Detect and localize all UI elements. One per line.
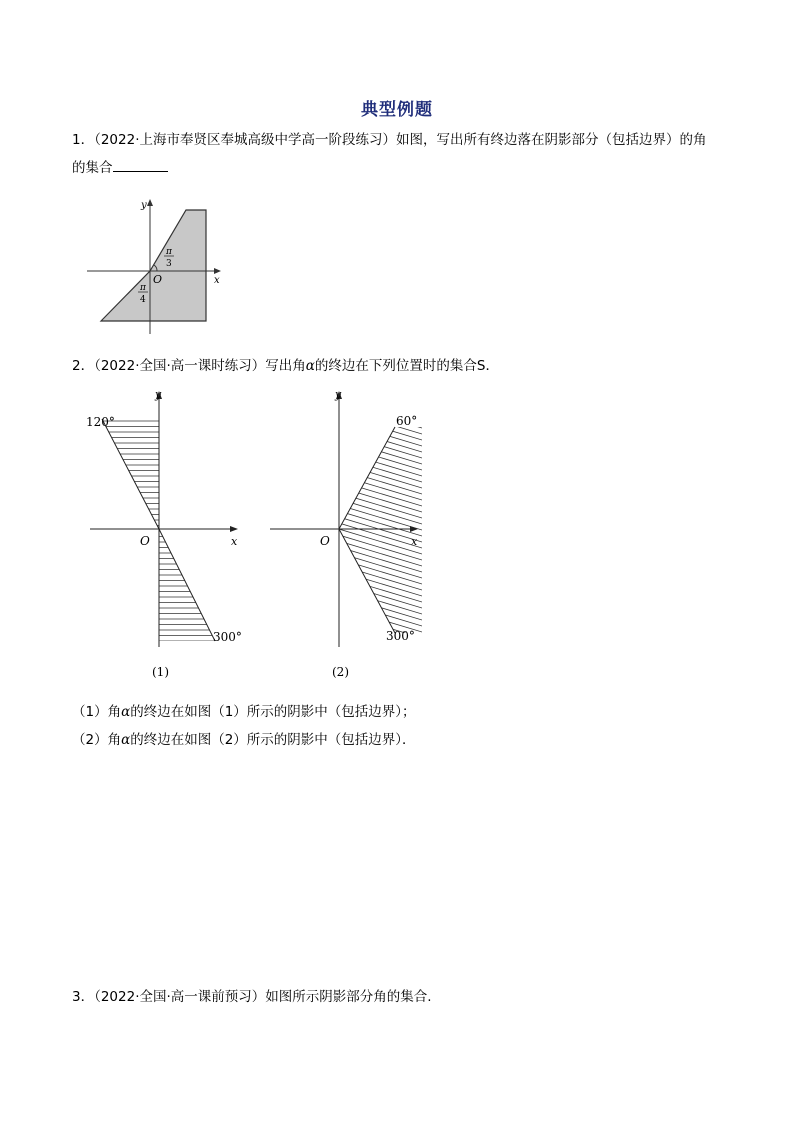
hatch-line — [332, 635, 432, 665]
part-2-prefix: （2）角 — [72, 732, 122, 748]
part-1-text: 的终边在如图（1）所示的阴影中（包括边界）； — [130, 704, 416, 720]
question-1-line-2-text: 的集合 — [72, 160, 113, 176]
figure-q2-2 — [262, 385, 432, 685]
y-axis-label: y — [155, 388, 162, 401]
y-axis-label: y — [141, 200, 147, 211]
hatch-line — [332, 461, 432, 491]
x-axis-arrow — [214, 268, 221, 274]
hatch-line — [332, 587, 432, 617]
hatch-line — [332, 599, 432, 629]
hatch-line — [332, 563, 432, 593]
hatch-line — [332, 575, 432, 605]
question-2-suffix: ． — [485, 358, 499, 374]
hatch-line — [332, 545, 432, 575]
hatch-line — [332, 569, 432, 599]
hatch-line — [332, 437, 432, 467]
x-axis-label: x — [231, 535, 238, 548]
figure-caption-2: (2) — [332, 665, 349, 679]
y-axis-label: y — [335, 388, 342, 401]
hatch-region — [332, 395, 432, 665]
hatch-line — [332, 497, 432, 527]
hatch-line — [332, 485, 432, 515]
page-title: 典型例题 — [361, 100, 433, 120]
x-axis-arrow — [230, 526, 238, 532]
hatch-line — [332, 581, 432, 611]
hatch-line — [332, 629, 432, 659]
alpha-symbol: α — [121, 704, 131, 720]
fraction-lower-denominator: 4 — [140, 295, 146, 305]
shaded-region — [101, 210, 206, 321]
hatch-line — [332, 431, 432, 461]
hatch-line — [332, 467, 432, 497]
answer-blank — [113, 157, 168, 172]
hatch-line — [332, 449, 432, 479]
hatch-line — [332, 473, 432, 503]
angle-label-120: 120° — [86, 415, 115, 429]
angle-label-300: 300° — [213, 630, 242, 644]
angle-label-60: 60° — [396, 414, 418, 428]
figure-q1 — [84, 195, 229, 340]
question-1-line-1: 1．（2022·上海市奉贤区奉城高级中学高一阶段练习）如图，写出所有终边落在阴影部分（包括边界）的角 — [72, 132, 707, 148]
hatch-lower — [152, 531, 232, 641]
figure-caption-1: (1) — [152, 665, 169, 679]
set-name: S — [476, 358, 486, 374]
x-axis-arrow — [410, 526, 418, 532]
x-axis-label: x — [214, 275, 220, 286]
fraction-lower-numerator: π — [140, 283, 146, 293]
question-1-line-2 — [72, 157, 168, 179]
fraction-upper-denominator: 3 — [166, 259, 172, 269]
part-1-prefix: （1）角 — [72, 704, 122, 720]
question-2-prefix: 2．（2022·全国·高一课时练习）写出角 — [72, 358, 306, 374]
hatch-line — [332, 443, 432, 473]
boundary-120-ray — [102, 419, 159, 529]
hatch-line — [332, 551, 432, 581]
hatch-line — [332, 617, 432, 647]
origin-label: O — [153, 273, 163, 286]
hatch-line — [332, 557, 432, 587]
boundary-300-ray — [339, 529, 395, 633]
question-3-line: 3．（2022·全国·高一课前预习）如图所示阴影部分角的集合. — [72, 989, 432, 1005]
question-2-part-2 — [72, 729, 416, 751]
hatch-line — [332, 623, 432, 653]
question-2-middle: 的终边在下列位置时的集合 — [314, 358, 477, 374]
x-axis-label: x — [411, 535, 418, 548]
alpha-symbol: α — [305, 358, 315, 374]
hatch-line — [332, 455, 432, 485]
hatch-line — [332, 479, 432, 509]
question-2-part-1 — [72, 701, 416, 723]
angle-label-300: 300° — [386, 629, 415, 643]
alpha-symbol: α — [121, 732, 131, 748]
figure-q2-1 — [82, 385, 252, 685]
part-2-text: 的终边在如图（2）所示的阴影中（包括边界）． — [130, 732, 416, 748]
fraction-upper-numerator: π — [166, 247, 172, 257]
origin-label: O — [320, 534, 330, 548]
question-2-line — [72, 355, 499, 377]
origin-label: O — [140, 534, 150, 548]
y-axis-arrow — [147, 199, 153, 206]
hatch-line — [332, 611, 432, 641]
hatch-line — [332, 491, 432, 521]
